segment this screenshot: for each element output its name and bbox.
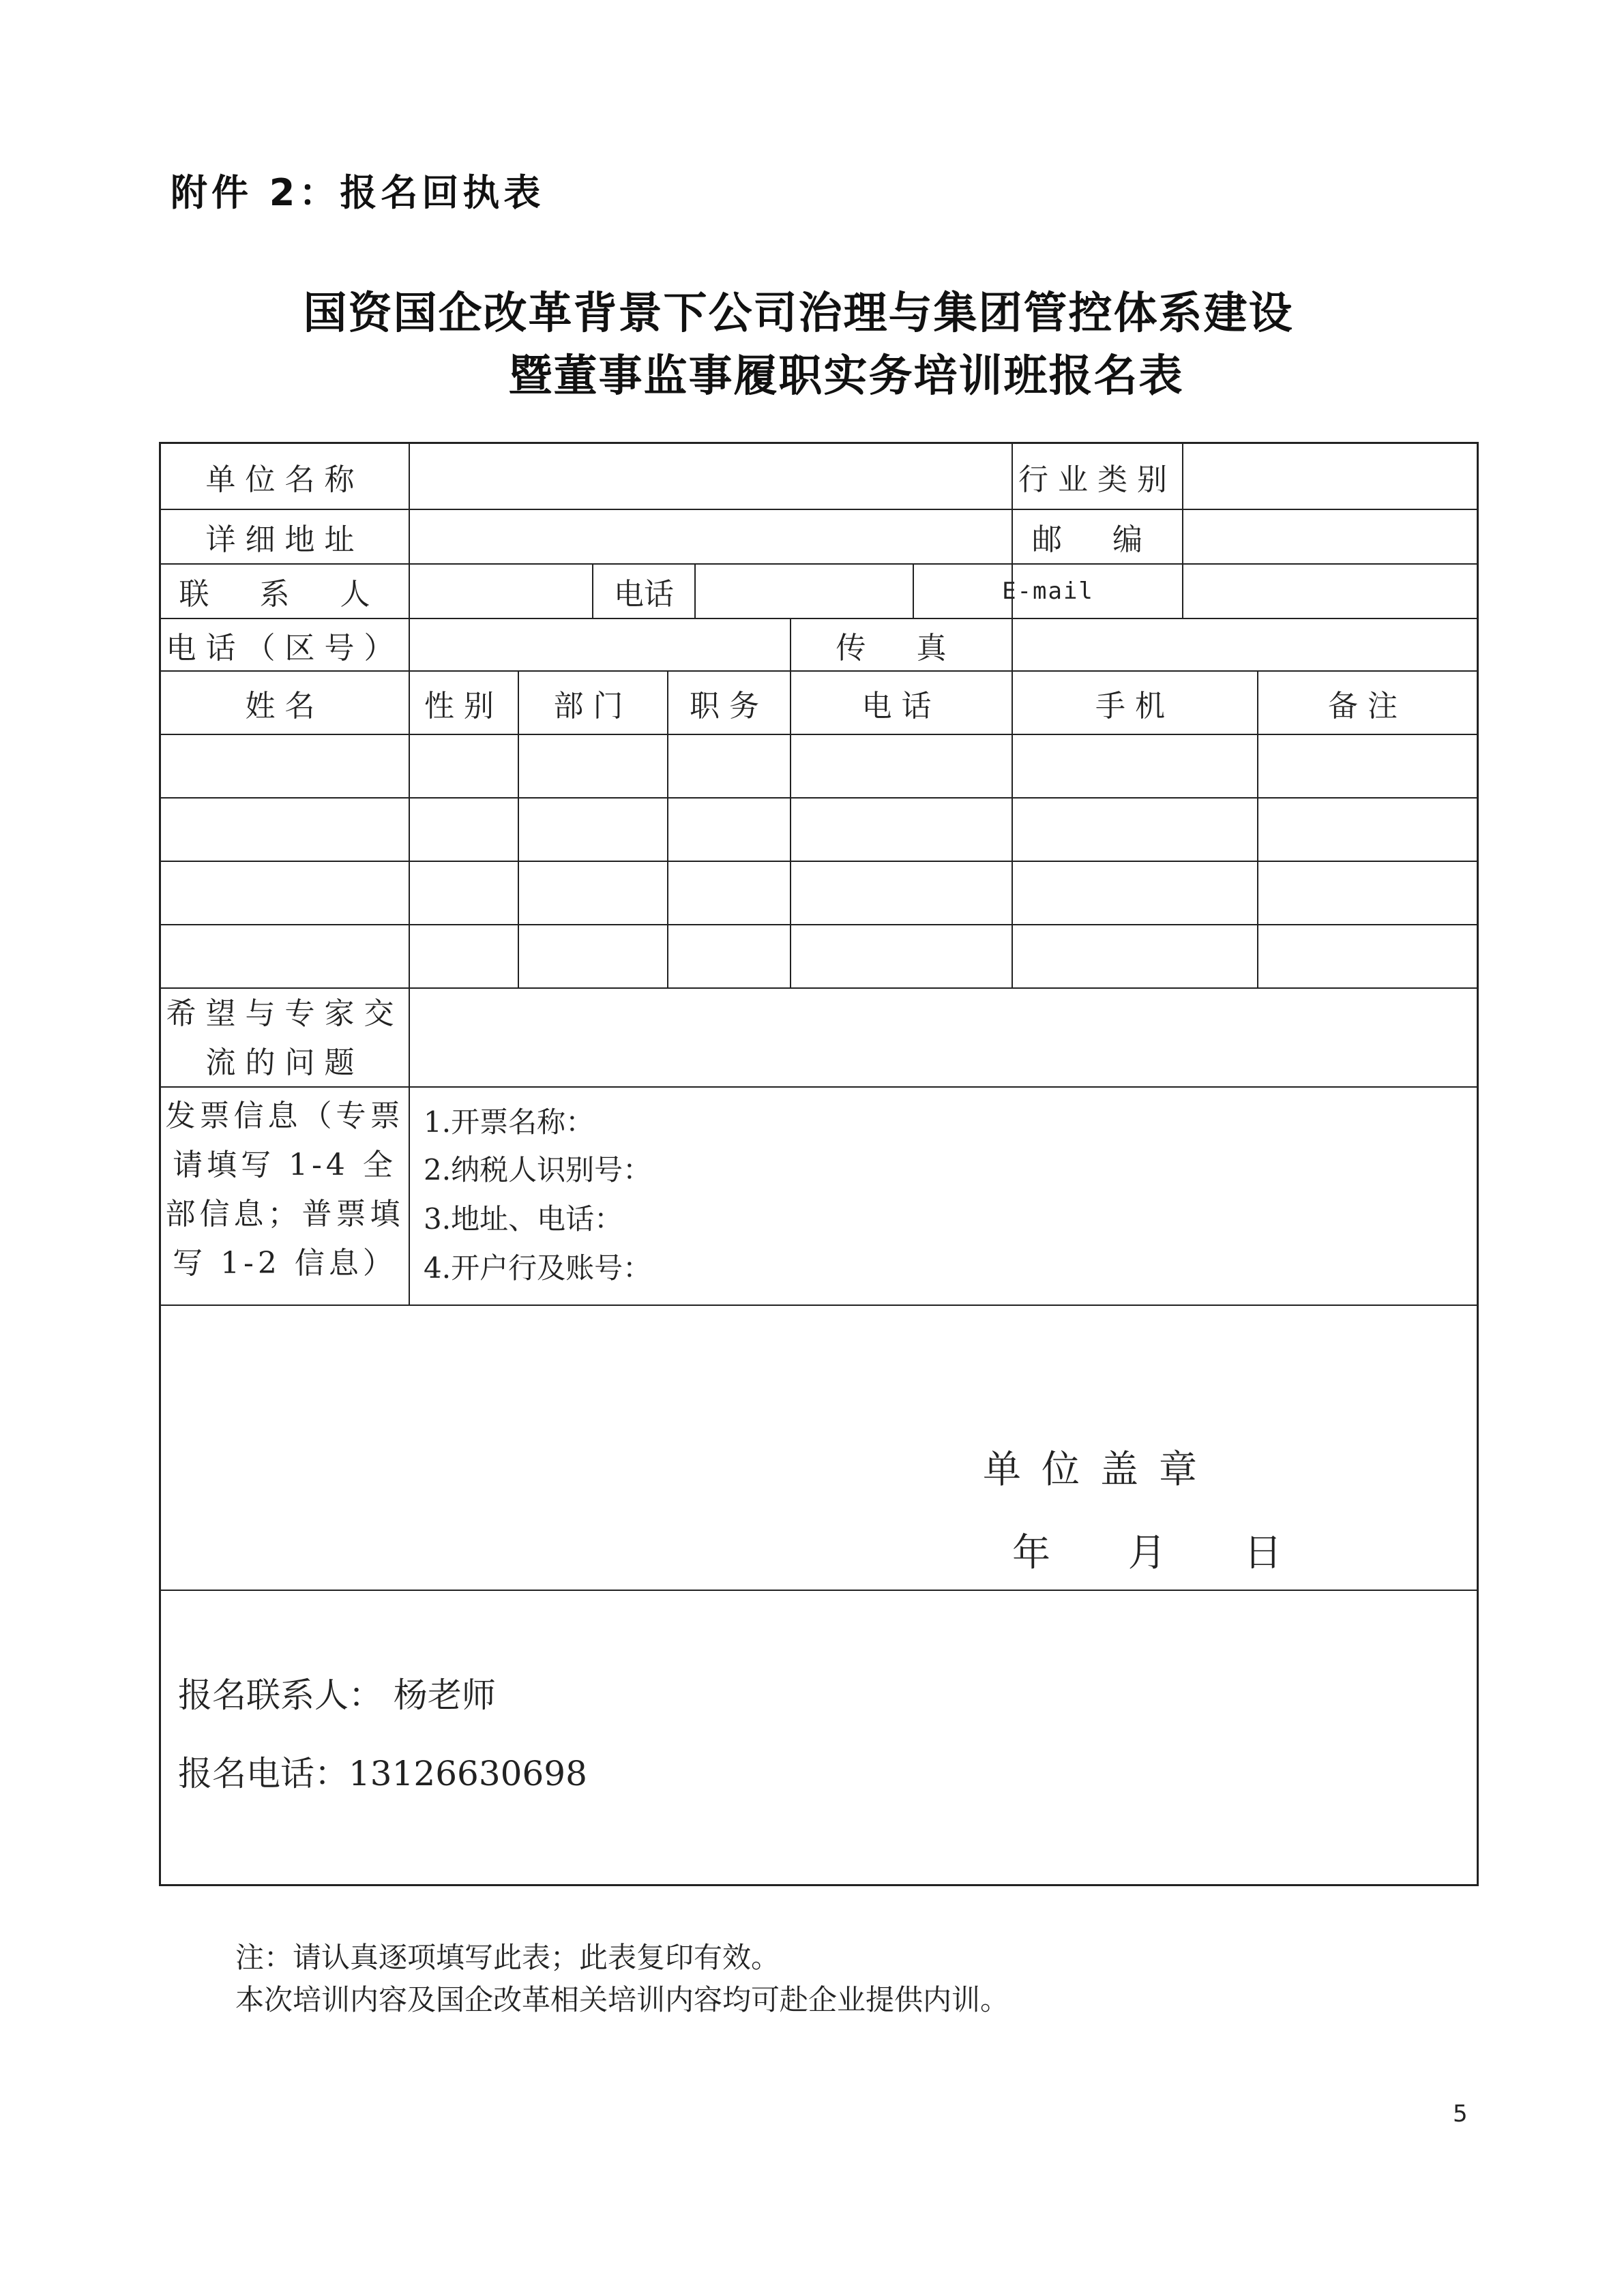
form-title-line2: 暨董事监事履职实务培训班报名表 [508,351,1184,402]
table-row[interactable] [161,735,1477,797]
invoice-label-line: 请填写 1-4 全 [173,1148,397,1182]
col-name: 姓名 [245,688,325,724]
invoice-taxid-field[interactable]: 2.纳税人识别号： [424,1153,652,1187]
postcode-label: 邮 编 [1032,522,1163,557]
fax-label: 传 真 [836,630,967,666]
fax-input[interactable] [1013,619,1477,670]
col-department: 部门 [553,688,633,724]
invoice-label-line: 写 1-2 信息） [173,1246,397,1281]
form-title-line1: 国资国企改革背景下公司治理与集团管控体系建设 [303,288,1294,339]
unit-name-input[interactable] [410,444,1010,509]
note-line-2: 本次培训内容及国企改革相关培训内容均可赴企业提供内训。 [235,1983,1009,2016]
questions-label [161,989,409,1088]
table-row[interactable] [161,799,1477,861]
note-line-1: 注：请认真逐项填写此表；此表复印有效。 [235,1941,780,1974]
industry-label: 行业类别 [1018,462,1177,497]
address-input[interactable] [410,510,1010,563]
invoice-bank-field[interactable]: 4.开户行及账号： [424,1251,652,1285]
registration-form [159,442,1479,1886]
phone-area-label: 电话（区号） [166,630,404,666]
reg-phone: 报名电话：13126630698 [178,1754,587,1793]
invoice-label-line: 部信息；普票填 [165,1197,404,1232]
table-row[interactable] [161,925,1477,987]
invoice-label [161,1092,409,1288]
contact-input[interactable] [410,565,592,618]
questions-input[interactable] [410,989,1477,1086]
email-label: E-mail [1002,578,1094,605]
questions-label-line: 希望与专家交 [166,996,404,1031]
table-row[interactable] [161,862,1477,924]
attachment-label: 附件 2：报名回执表 [171,171,545,214]
contact-label: 联 系 人 [179,577,391,612]
col-remark: 备注 [1328,688,1407,724]
unit-name-label: 单位名称 [205,462,364,497]
email-input[interactable] [1183,565,1477,618]
invoice-label-line: 发票信息（专票 [165,1099,404,1133]
col-phone: 电话 [861,688,941,724]
invoice-name-field[interactable]: 1.开票名称： [424,1105,595,1139]
col-mobile: 手机 [1095,688,1175,724]
phone-input[interactable] [696,565,913,618]
invoice-address-field[interactable]: 3.地址、电话： [424,1202,623,1236]
reg-contact: 报名联系人： 杨老师 [178,1675,496,1715]
phone-label: 电话 [614,577,674,612]
col-gender: 性别 [424,688,503,724]
stamp-label: 单位盖章 [983,1448,1217,1492]
questions-label-line: 流的问题 [205,1045,364,1080]
address-label: 详细地址 [205,522,364,557]
col-position: 职务 [690,688,769,724]
phone-area-input[interactable] [410,619,790,670]
postcode-input[interactable] [1183,510,1477,563]
page-number: 5 [1453,2100,1468,2128]
industry-input[interactable] [1183,444,1477,509]
date-label: 年 月 日 [1012,1531,1315,1575]
